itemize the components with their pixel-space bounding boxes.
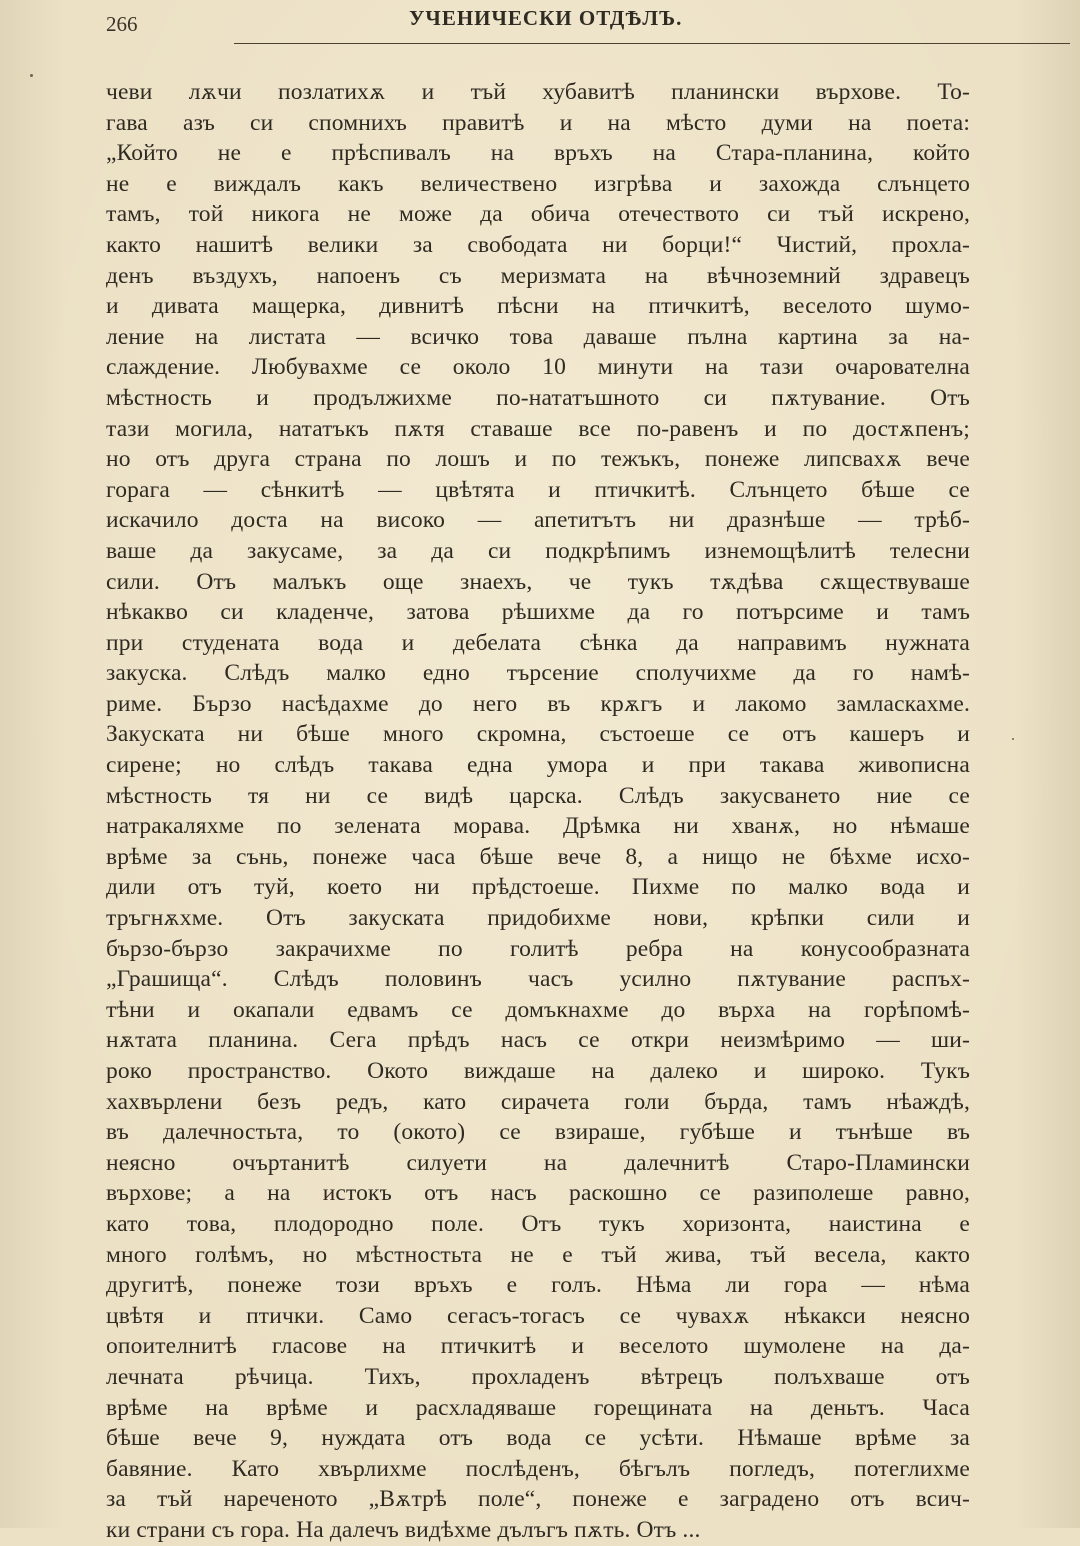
text-line: тази могила, нататъкъ пѫтя ставаше все по-равенъ и по достѫпенъ; [106, 415, 970, 442]
text-line: ки страни съ гора. На далечъ видѣхме дълъгъ пѫть. Отъ ... [106, 1516, 701, 1543]
text-line: много голѣмъ, но мѣстностьта не е тъй жива, тъй весела, както [106, 1241, 970, 1268]
text-line: опоителнитѣ гласове на птичкитѣ и веселото шумолене на да- [106, 1333, 970, 1360]
text-line: бѣше вече 9, нуждата отъ вода се усѣти. Нѣмаше врѣме за [106, 1425, 970, 1452]
text-line: денъ въздухъ, напоенъ съ меризмата на вѣчноземний здравецъ [106, 262, 970, 289]
text-line: натракаляхме по зелената морава. Дрѣмка ни хванѫ, но нѣмаше [106, 813, 970, 840]
text-line: слаждение. Любувахме се около 10 минути на тази очарователна [106, 354, 970, 381]
text-line: гава азъ си спомнихъ правитѣ и на мѣсто думи на поета: [106, 109, 970, 136]
text-line: бързо-бързо закрачихме по голитѣ ребра на конусообразната [106, 935, 970, 962]
text-line: Закуската ни бѣше много скромна, състоеше се отъ кашеръ и [106, 721, 970, 748]
text-line: цвѣтя и птички. Само сегасъ-тогасъ се чувахѫ нѣкакси неясно [106, 1302, 970, 1329]
text-line: сирене; но слѣдъ такава една умора и при такава живописна [106, 752, 970, 779]
text-line: върхове; а на истокъ отъ насъ раскошно се разиполеше равно, [106, 1180, 970, 1207]
text-line: врѣме за сънь, понеже часа бѣше вече 8, а нищо не бѣхме исхо- [106, 843, 970, 870]
text-line: мѣстность тя ни се видѣ царска. Слѣдъ закусването ние се [106, 782, 970, 809]
paper-speck [1012, 738, 1014, 740]
text-line: както нашитѣ велики за свободата ни борци!“ Чистий, прохла- [106, 231, 970, 258]
page-header [104, 6, 968, 40]
text-line: хахвърлени безъ редъ, като сирачета голи бърда, тамъ нѣаждѣ, [106, 1088, 970, 1115]
text-line: другитѣ, понеже този връхъ е голъ. Нѣма ли гора — нѣма [106, 1272, 970, 1299]
text-line: бавяние. Като хвърлихме послѣденъ, бѣгълъ погледъ, потеглихме [106, 1455, 970, 1482]
text-line: „Грашища“. Слѣдъ половинъ часъ усилно пѫтувание распъх- [106, 966, 970, 993]
text-line: роко пространство. Окото виждаше на далеко и широко. Тукъ [106, 1058, 970, 1084]
page-number: 266 [106, 12, 138, 36]
text-line: но отъ друга страна по лошъ и по тежъкъ, понеже липсвахѫ вече [106, 446, 970, 473]
text-line: искачило доста на високо — апетитътъ ни дразнѣше — трѣб- [106, 507, 970, 534]
text-line: ваше да закусаме, за да си подкрѣпимъ изнемощѣлитѣ телесни [106, 537, 970, 564]
text-line: тръгнѫхме. Отъ закуската придобихме нови, крѣпки сили и [106, 905, 970, 932]
text-line: закуска. Слѣдъ малко едно търсение сполучихме да го намѣ- [106, 660, 970, 687]
text-line: нѣкакво си кладенче, затова рѣшихме да го потърсиме и тамъ [106, 599, 970, 626]
text-line: не е виждалъ какъ величествено изгрѣва и захожда слънцето [106, 170, 970, 197]
text-line: „Който не е прѣспивалъ на връхъ на Стара-планина, който [106, 140, 970, 167]
text-line: за тъй нареченото „Вѫтрѣ поле“, понеже е заградено отъ всич- [106, 1486, 970, 1513]
text-line: при студената вода и дебелата сѣнка да направимъ нужната [106, 629, 970, 656]
body-text [106, 77, 970, 1546]
text-line: и дивата мащерка, дивнитѣ пѣсни на птичкитѣ, веселото шумо- [106, 293, 970, 320]
text-line: нѫтата планина. Сега прѣдъ насъ се откри неизмѣримо — ши- [106, 1027, 970, 1054]
text-line: горага — сѣнкитѣ — цвѣтята и птичкитѣ. Слънцето бѣше се [106, 476, 970, 503]
text-line: риме. Бързо насѣдахме до него въ крѫгъ и лакомо замласкахме. [106, 690, 970, 717]
running-head: УЧЕНИЧЕСКИ ОТДѢЛЪ. [409, 6, 683, 30]
text-line: неясно очъртанитѣ силуети на далечнитѣ Старо-Пламински [106, 1149, 970, 1176]
text-line: тамъ, той никога не може да обича отечеството си тъй искрено, [106, 201, 970, 228]
text-line: като това, плодородно поле. Отъ тукъ хоризонта, наистина е [106, 1210, 970, 1237]
paper-speck [30, 74, 33, 77]
text-line: мѣстность и продължихме по-нататъшното си пѫтувание. Отъ [106, 384, 970, 411]
text-line: чеви лѫчи позлатихѫ и тъй хубавитѣ планински върхове. То- [106, 79, 970, 105]
text-line: тѣни и окапали едвамъ се домъкнахме до върха на горѣпомѣ- [106, 996, 970, 1023]
text-line: дили отъ туй, което ни прѣдстоеше. Пихме по малко вода и [106, 874, 970, 901]
text-line: лечната рѣчица. Тихъ, прохладенъ вѣтрецъ полъхваше отъ [106, 1363, 970, 1390]
text-line: сили. Отъ малъкъ още знаехъ, че тукъ тѫдѣва сѫществуваше [106, 568, 970, 595]
text-line: ление на листата — всичко това даваше пълна картина за на- [106, 323, 970, 350]
text-line: въ далечностьта, то (окото) се взираше, губѣше и тънѣше въ [106, 1119, 970, 1146]
text-line: врѣме на врѣме и расхладяваше горещината на деньтъ. Часа [106, 1394, 970, 1421]
header-rule [234, 43, 1070, 44]
